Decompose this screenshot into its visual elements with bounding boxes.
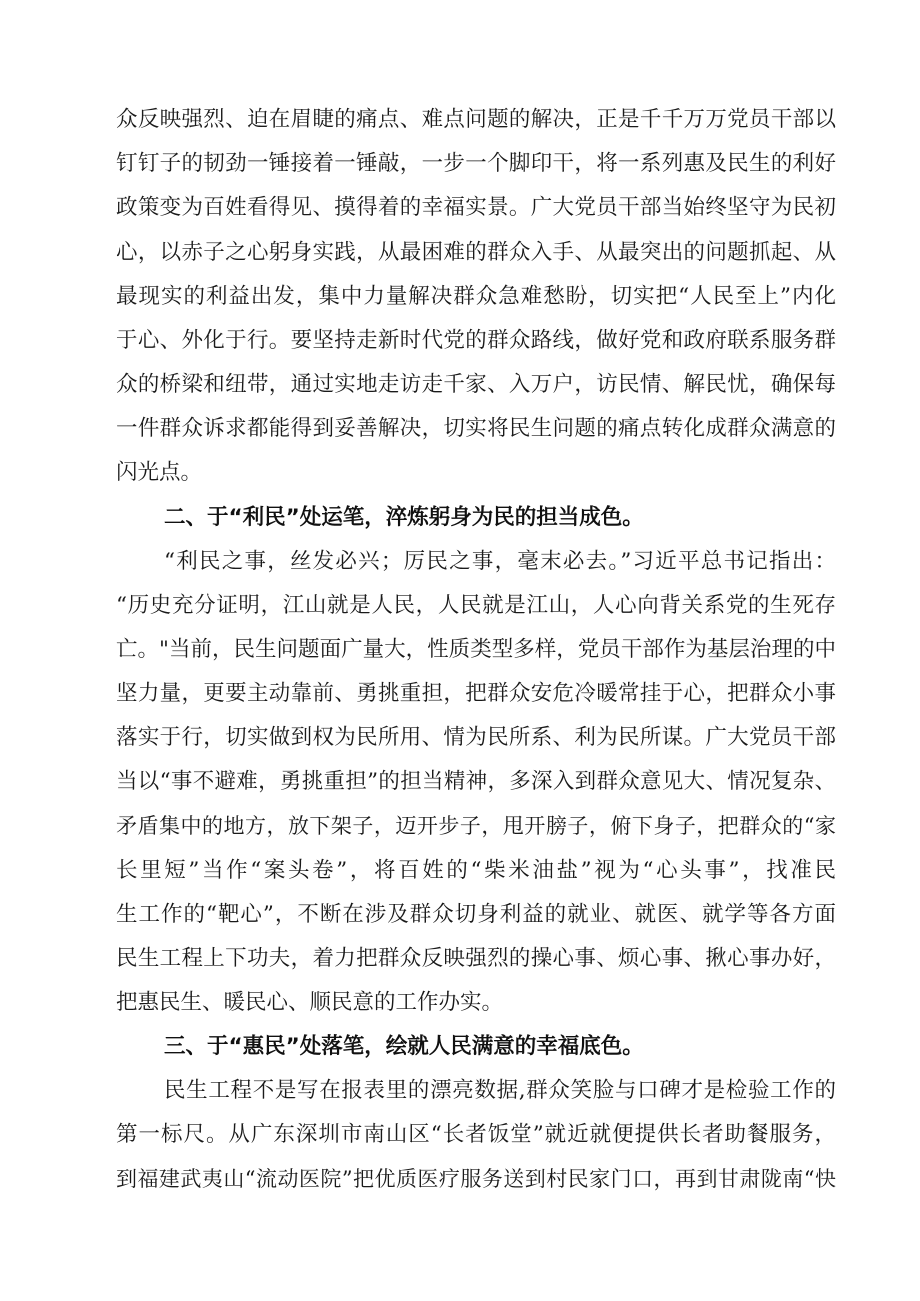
paragraph-line: 众的桥梁和纽带，通过实地走访走千家、入万户，访民情、解民忧，确保每 <box>116 372 836 397</box>
paragraph-line: 第一标尺。从广东深圳市南山区“长者饭堂”就近就便提供长者助餐服务， <box>116 1122 836 1147</box>
section-heading-2: 二、于“利民”处运笔，淬炼躬身为民的担当成色。 <box>164 505 644 530</box>
paragraph-line: 到福建武夷山“流动医院”把优质医疗服务送到村民家门口，再到甘肃陇南“快 <box>116 1167 836 1191</box>
paragraph-line: 心，以赤子之心躬身实践，从最困难的群众入手、从最突出的问题抓起、从 <box>116 240 836 265</box>
paragraph-line: 坚力量，更要主动靠前、勇挑重担，把群众安危冷暖常挂于心，把群众小事 <box>116 681 836 706</box>
paragraph-line: 最现实的利益出发，集中力量解决群众急难愁盼，切实把“人民至上”内化 <box>116 284 836 309</box>
paragraph-line: 把惠民生、暖民心、顺民意的工作办实。 <box>116 990 504 1015</box>
section-heading-3: 三、于“惠民”处落笔，绘就人民满意的幸福底色。 <box>164 1034 644 1059</box>
paragraph-line: 民生工程上下功夫，着力把群众反映强烈的操心事、烦心事、揪心事办好， <box>116 946 836 971</box>
paragraph-line: 政策变为百姓看得见、摸得着的幸福实景。广大党员干部当始终坚守为民初 <box>116 195 836 220</box>
paragraph-line: 当以“事不避难，勇挑重担”的担当精神，多深入到群众意见大、情况复杂、 <box>116 769 836 794</box>
paragraph-line: 于心、外化于行。要坚持走新时代党的群众路线，做好党和政府联系服务群 <box>116 328 836 353</box>
paragraph-line: 闪光点。 <box>116 460 203 485</box>
paragraph-line: 落实于行，切实做到权为民所用、情为民所系、利为民所谋。广大党员干部 <box>116 725 836 750</box>
paragraph-line: 钉钉子的韧劲一锤接着一锤敲，一步一个脚印干，将一系列惠及民生的利好 <box>116 151 836 176</box>
paragraph-line: 亡。"当前，民生问题面广量大，性质类型多样，党员干部作为基层治理的中 <box>116 637 836 662</box>
paragraph-line: “利民之事，丝发必兴；厉民之事，毫末必去。”习近平总书记指出： <box>164 549 836 574</box>
paragraph-line: “历史充分证明，江山就是人民，人民就是江山，人心向背关系党的生死存 <box>116 593 836 618</box>
paragraph-line: 一件群众诉求都能得到妥善解决，切实将民生问题的痛点转化成群众满意的 <box>116 416 836 441</box>
paragraph-line: 矛盾集中的地方，放下架子，迈开步子，甩开膀子，俯下身子，把群众的“家 <box>116 814 836 838</box>
paragraph-line: 众反映强烈、迫在眉睫的痛点、难点问题的解决，正是千千万万党员干部以 <box>116 107 836 132</box>
paragraph-line: 民生工程不是写在报表里的漂亮数据,群众笑脸与口碑才是检验工作的 <box>164 1078 836 1103</box>
paragraph-line: 生工作的“靶心”，不断在涉及群众切身利益的就业、就医、就学等各方面 <box>116 902 836 927</box>
paragraph-line: 长里短”当作“案头卷”，将百姓的“柴米油盐”视为“心头事”，找准民 <box>116 858 836 883</box>
